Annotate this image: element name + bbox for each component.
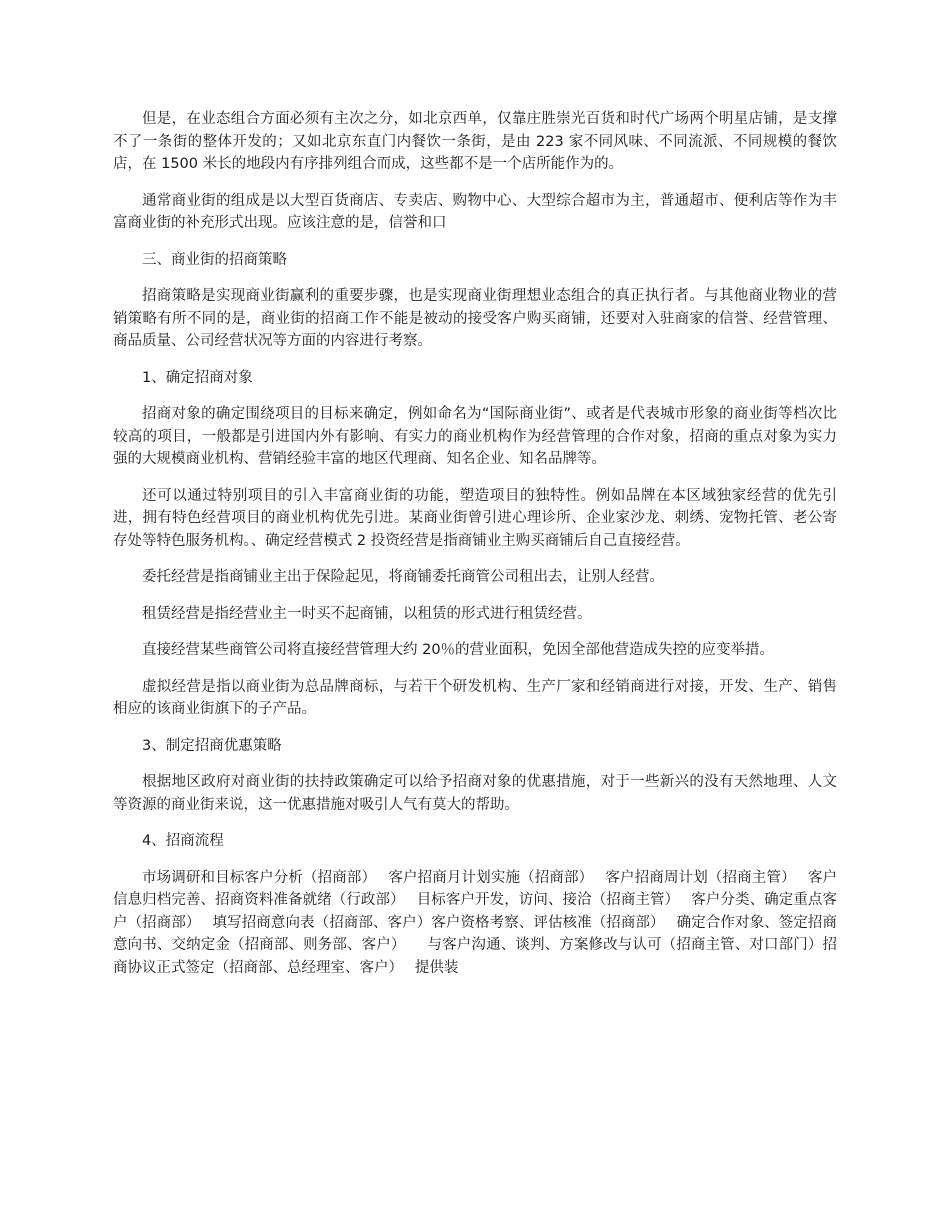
- paragraph-special-projects: 还可以通过特别项目的引入丰富商业街的功能，塑造项目的独特性。例如品牌在本区域独家经营的优先引进，拥有特色经营项目的商业机构优先引进。某商业街曾引进心理诊所、企业家沙龙、刺绣、宠物托管、老公寄存处等特色服务机构。、确定经营模式 2 投资经营是指商铺业主购买商铺后自己直接经营。: [113, 487, 837, 549]
- section-heading-investment-strategy: 三、商业街的招商策略: [142, 251, 287, 268]
- paragraph-preferential-measures: 根据地区政府对商业街的扶持政策确定可以给予招商对象的优惠措施，对于一些新兴的没有天然地理、人文等资源的商业街来说，这一优惠措施对吸引人气有莫大的帮助。: [113, 774, 837, 813]
- subheading-investment-process: 4、招商流程: [142, 833, 224, 849]
- paragraph-street-composition: 通常商业街的组成是以大型百货商店、专卖店、购物中心、大型综合超市为主，普通超市、便利店等作为丰富商业街的补充形式出现。应该注意的是，信誉和口: [113, 192, 837, 231]
- document-page: [113, 108, 837, 993]
- paragraph-entrusted-operation: 委托经营是指商铺业主出于保险起见，将商铺委托商管公司租出去，让别人经营。: [142, 569, 664, 585]
- paragraph-virtual-operation: 虚拟经营是指以商业街为总品牌商标，与若干个研发机构、生产厂家和经销商进行对接，开发、生产、销售相应的该商业街旗下的子产品。: [113, 678, 837, 717]
- paragraph-investment-strategy: 招商策略是实现商业街赢利的重要步骤，也是实现商业街理想业态组合的真正执行者。与其他商业物业的营销策略有所不同的是，商业街的招商工作不能是被动的接受客户购买商铺，还要对入驻商家的信誉、经营管理、商品质量、公司经营状况等方面的内容进行考察。: [113, 288, 837, 349]
- paragraph-target-selection: 招商对象的确定围绕项目的目标来确定，例如命名为“国际商业街”、或者是代表城市形象的商业街等档次比较高的项目，一般都是引进国内外有影响、有实力的商业机构作为经营管理的合作对象，招商的重点对象为实力强的大规模商业机构、营销经验丰富的地区代理商、知名企业、知名品牌等。: [113, 406, 837, 467]
- paragraph-anchor-stores: 但是，在业态组合方面必须有主次之分，如北京西单，仅靠庄胜崇光百货和时代广场两个明星店铺，是支撑不了一条街的整体开发的；又如北京东直门内餐饮一条街，是由 223 家不同风味、不同流派、不同规模的餐饮店，在 1500 米长的地段内有序排列组合而成，这些都不是一个店所能作为的。: [113, 111, 837, 172]
- paragraph-direct-operation: 直接经营某些商管公司将直接经营管理大约 20％的营业面积，免因全部他营造成失控的应变举措。: [142, 642, 775, 658]
- paragraph-process-steps: 市场调研和目标客户分析（招商部） 客户招商月计划实施（招商部） 客户招商周计划（招商主管） 客户信息归档完善、招商资料准备就绪（行政部） 目标客户开发，访问、接洽（招商主管） 客户分类、确定重点客户（招商部） 填写招商意向表（招商部、客户）客户资格考察、评估核准（招商部） 确定合作对象、签定招商意向书、交纳定金（招商部、则务部、客户） 与客户沟通、谈判、方案修改与认可（招商主管、对口部门）招商协议正式签定（招商部、总经理室、客户） 提供装: [113, 869, 837, 976]
- subheading-preferential-policy: 3、制定招商优惠策略: [142, 737, 282, 754]
- subheading-determine-targets: 1、确定招商对象: [142, 369, 253, 386]
- paragraph-leased-operation: 租赁经营是指经营业主一时买不起商铺，以租赁的形式进行租赁经营。: [142, 605, 592, 622]
